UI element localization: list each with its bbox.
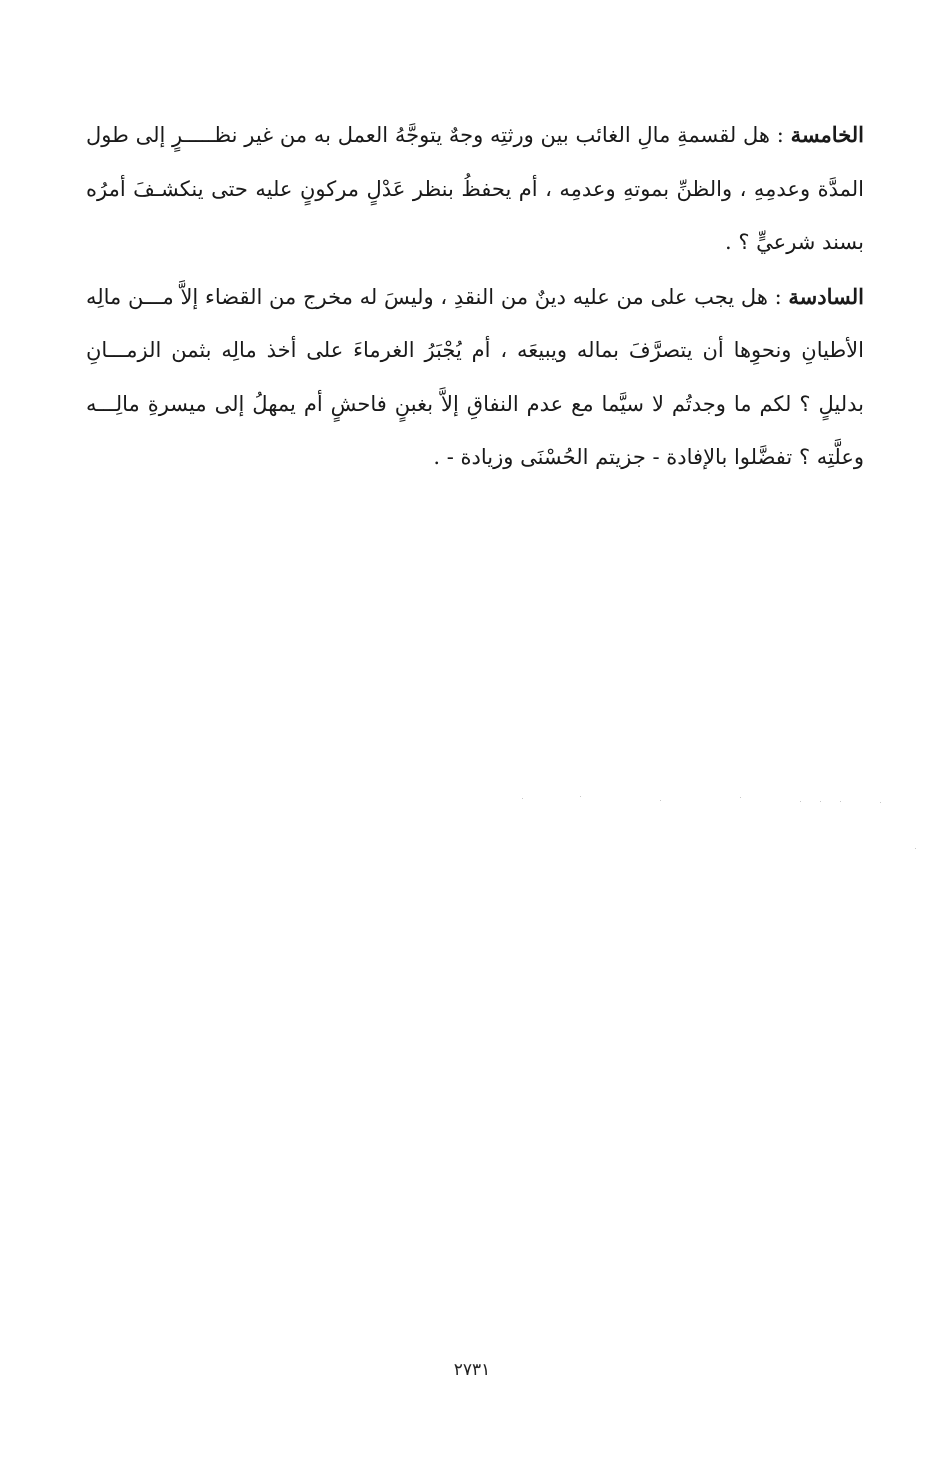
question-text-fifth: : هل لقسمةِ مالِ الغائب بين ورثتِه وجهٌ يتوجَّهُ العمل به من غير نظـــــرٍ إلى طول المدَّة وعدمِهِ ، والظنِّ بموتهِ وعدمِه ، أم يحفظُ بنظر عَدْلٍ مركونٍ عليه حتى ينكشـفَ أمرُه بسند شرعيٍّ ؟ . <box>86 123 864 254</box>
body-text <box>86 108 864 485</box>
question-label-sixth: السادسة <box>788 283 864 309</box>
question-text-sixth: : هل يجب على من عليه دينٌ من النقدِ ، وليسَ له مخرج من القضاء إلاَّ مـــن مالِه الأطيانِ ونحوِها أن يتصرَّفَ بماله ويبيعَه ، أم يُجْبَرُ الغرماءَ على أخذ مالِه بثمن الزمـــانِ بدليلٍ ؟ لكم ما وجدتُم لا سيَّما مع عدم النفاقِ إلاَّ بغبنٍ فاحشٍ أم يمهلُ إلى ميسرةِ مالِـــه وعلَّتِه ؟ تفضَّلوا بالإفادة - جزيتم الحُسْنَى وزيادة - . <box>86 284 864 469</box>
question-paragraph-sixth <box>86 270 864 485</box>
scan-noise <box>520 796 940 856</box>
question-label-fifth: الخامسة <box>790 122 864 147</box>
page-number: ٢٧٣١ <box>453 1360 491 1380</box>
question-paragraph-fifth <box>86 108 864 270</box>
